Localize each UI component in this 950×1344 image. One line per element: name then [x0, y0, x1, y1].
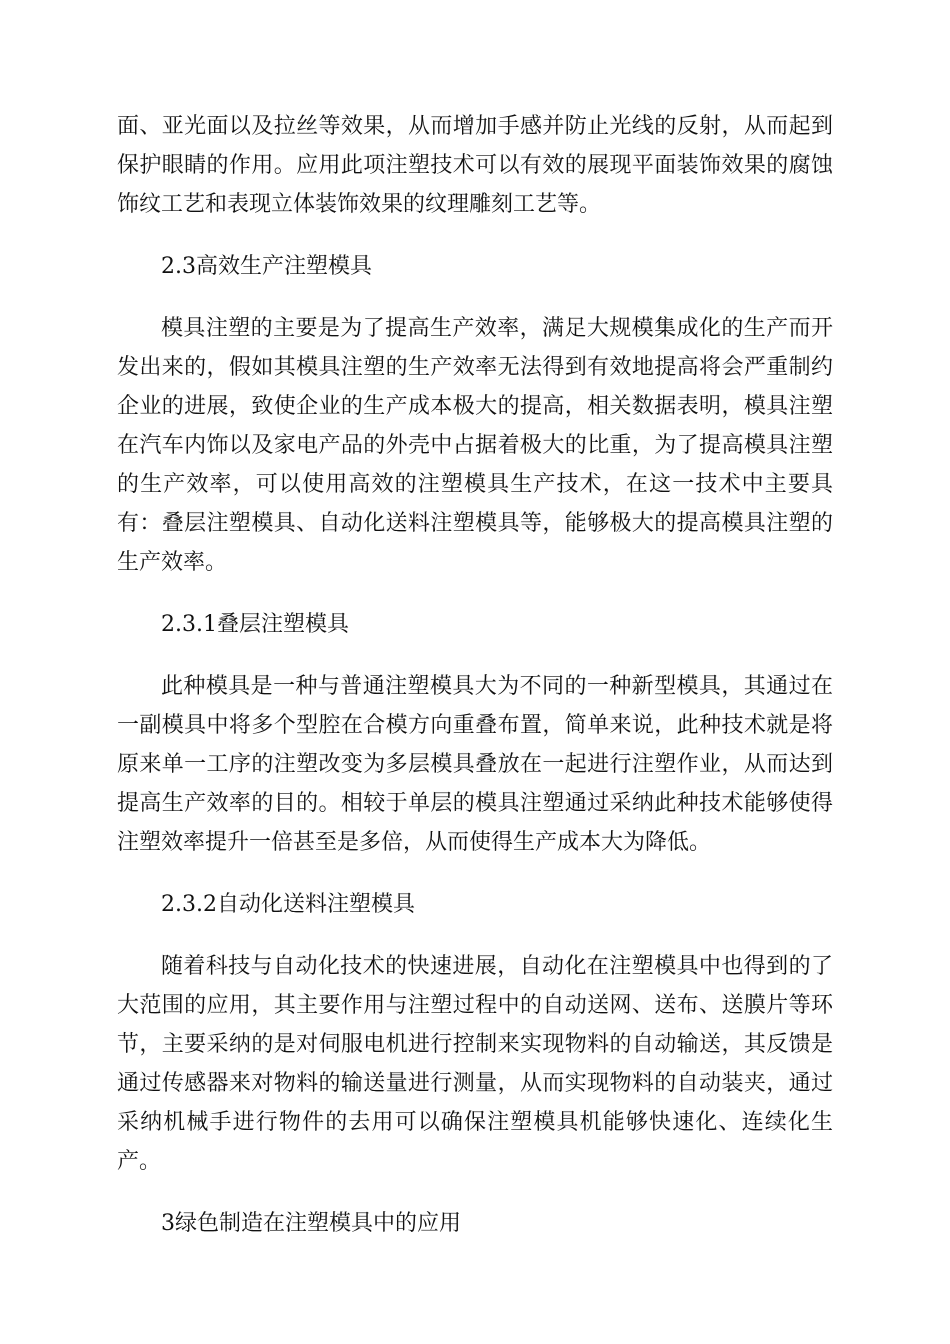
text-line: 随着科技与自动化技术的快速进展，自动化在注塑模具中也得到的了	[161, 954, 833, 979]
text-line: 节，主要采纳的是对伺服电机进行控制来实现物料的自动输送，其反馈是	[117, 1032, 833, 1057]
text-line: 发出来的，假如其模具注塑的生产效率无法得到有效地提高将会严重制约	[117, 355, 833, 380]
paragraph-efficient-production	[117, 309, 833, 582]
text-line: 饰纹工艺和表现立体装饰效果的纹理雕刻工艺等。	[117, 192, 602, 217]
text-line: 此种模具是一种与普通注塑模具大为不同的一种新型模具，其通过在	[161, 674, 833, 699]
text-line: 注塑效率提升一倍甚至是多倍，从而使得生产成本大为降低。	[117, 830, 712, 855]
section-heading-2-3-2: 2.3.2自动化送料注塑模具	[161, 892, 415, 917]
text-line: 企业的进展，致使企业的生产成本极大的提高，相关数据表明，模具注塑	[117, 394, 833, 419]
text-line: 原来单一工序的注塑改变为多层模具叠放在一起进行注塑作业，从而达到	[117, 752, 833, 777]
paragraph-surface-effects	[117, 107, 833, 224]
text-line: 产。	[117, 1149, 162, 1174]
text-line: 在汽车内饰以及家电产品的外壳中占据着极大的比重，为了提高模具注塑	[117, 433, 833, 458]
section-heading-2-3-1: 2.3.1叠层注塑模具	[161, 612, 349, 637]
text-line: 采纳机械手进行物件的去用可以确保注塑模具机能够快速化、连续化生	[117, 1110, 833, 1135]
text-line: 通过传感器来对物料的输送量进行测量，从而实现物料的自动装夹，通过	[117, 1071, 833, 1096]
text-line: 一副模具中将多个型腔在合模方向重叠布置，简单来说，此种技术就是将	[117, 713, 833, 738]
text-line: 生产效率。	[117, 550, 228, 575]
text-line: 面、亚光面以及拉丝等效果，从而增加手感并防止光线的反射，从而起到	[117, 114, 833, 139]
paragraph-stacked-molds	[117, 667, 833, 862]
text-line: 提高生产效率的目的。相较于单层的模具注塑通过采纳此种技术能够使得	[117, 791, 833, 816]
text-line: 模具注塑的主要是为了提高生产效率，满足大规模集成化的生产而开	[161, 316, 833, 341]
text-line: 保护眼睛的作用。应用此项注塑技术可以有效的展现平面装饰效果的腐蚀	[117, 153, 833, 178]
section-heading-2-3: 2.3高效生产注塑模具	[161, 254, 372, 279]
text-line: 有：叠层注塑模具、自动化送料注塑模具等，能够极大的提高模具注塑的	[117, 511, 833, 536]
document-body	[117, 107, 833, 1243]
text-line: 大范围的应用，其主要作用与注塑过程中的自动送网、送布、送膜片等环	[117, 993, 833, 1018]
paragraph-automated-feeding	[117, 947, 833, 1181]
section-heading-3: 3绿色制造在注塑模具中的应用	[161, 1211, 461, 1236]
text-line: 的生产效率，可以使用高效的注塑模具生产技术，在这一技术中主要具	[117, 472, 833, 497]
